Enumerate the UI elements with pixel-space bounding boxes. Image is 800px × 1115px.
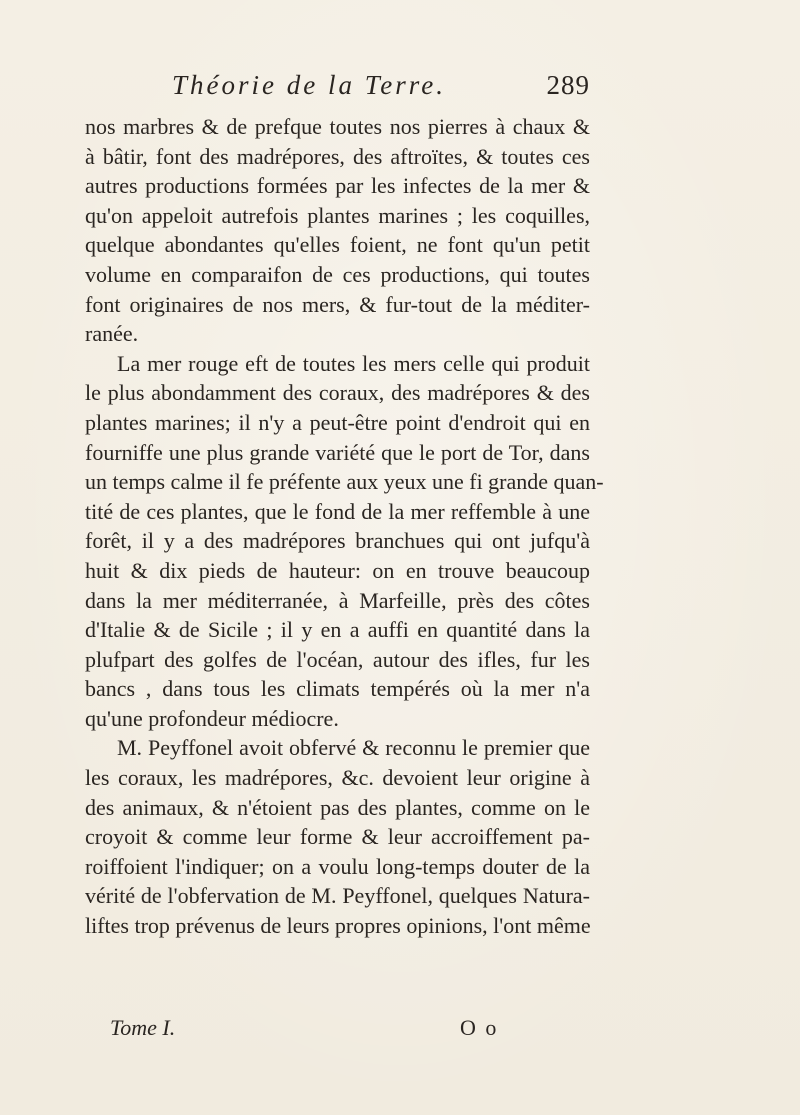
text-line: un temps calme il fe préfente aux yeux une fi grande quan-	[85, 469, 604, 495]
page-number: 289	[546, 70, 590, 100]
text-line: vérité de l'obfervation de M. Peyffonel, quelques Natura-	[85, 883, 590, 909]
text-line: plufpart des golfes de l'océan, autour des ifles, fur les	[85, 646, 590, 672]
text-line: qu'une profondeur médiocre.	[85, 705, 339, 731]
body-text	[85, 112, 604, 941]
text-line: plantes marines; il n'y a peut-être point d'endroit qui en	[85, 409, 590, 435]
text-line: roiffoient l'indiquer; on a voulu long-temps douter de la	[85, 853, 590, 879]
signature-mark: O o	[460, 1015, 499, 1040]
running-title: Théorie de la Terre.	[172, 70, 446, 100]
text-line: huit & dix pieds de hauteur: on en trouve beaucoup	[85, 557, 590, 583]
text-line: croyoit & comme leur forme & leur accroiffement pa-	[85, 824, 590, 850]
text-line: liftes trop prévenus de leurs propres opinions, l'ont même	[85, 913, 591, 939]
text-line: d'Italie & de Sicile ; il y en a auffi en quantité dans la	[85, 617, 590, 643]
text-line: M. Peyffonel avoit obfervé & reconnu le premier que	[117, 735, 590, 761]
text-line: quelque abondantes qu'elles foient, ne font qu'un petit	[85, 232, 590, 258]
text-line: ranée.	[85, 321, 139, 347]
text-line: autres productions formées par les infectes de la mer &	[85, 173, 590, 199]
text-line: bancs , dans tous les climats tempérés où la mer n'a	[85, 676, 590, 702]
text-line: nos marbres & de prefque toutes nos pierres à chaux &	[85, 114, 590, 139]
page-footer	[88, 1015, 598, 1045]
text-line: volume en comparaifon de ces productions, qui toutes	[85, 261, 590, 287]
text-line: le plus abondamment des coraux, des madrépores & des	[85, 380, 590, 406]
text-line: fourniffe une plus grande variété que le port de Tor, dans	[85, 439, 590, 465]
text-line: des animaux, & n'étoient pas des plantes, comme on le	[85, 794, 590, 820]
volume-label: Tome I.	[110, 1015, 176, 1040]
text-line: forêt, il y a des madrépores branchues qui ont jufqu'à	[85, 528, 590, 554]
text-line: qu'on appeloit autrefois plantes marines ; les coquilles,	[85, 202, 590, 228]
text-line: à bâtir, font des madrépores, des aftroïtes, & toutes ces	[85, 143, 590, 169]
running-head	[172, 70, 602, 110]
text-line: les coraux, les madrépores, &c. devoient leur origine à	[85, 765, 590, 791]
text-line: font originaires de nos mers, & fur-tout de la méditer-	[85, 291, 590, 317]
text-line: tité de ces plantes, que le fond de la mer reffemble à une	[85, 498, 590, 524]
text-line: dans la mer méditerranée, à Marfeille, près des côtes	[85, 587, 590, 613]
text-line: La mer rouge eft de toutes les mers celle qui produit	[117, 350, 590, 376]
